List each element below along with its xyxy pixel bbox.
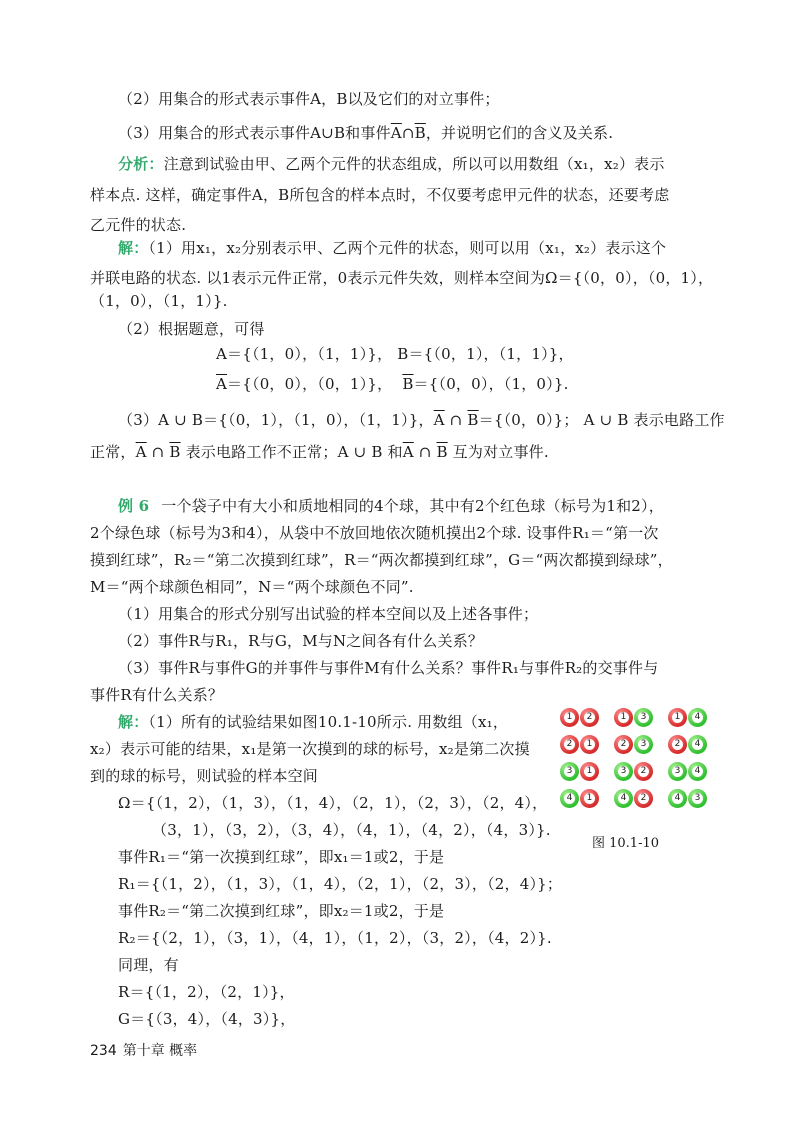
ball-number: 1	[618, 712, 629, 723]
sol5-d: $\overline{B}$	[467, 411, 479, 429]
ball-number: 2	[618, 739, 629, 750]
solution2-line-7: R₁＝{（1，2），（1，3），（1，4），（2，1），（2，3），（2，4）}；	[118, 875, 563, 893]
solution-line-5	[118, 409, 725, 431]
sol6-b: $\overline{A}$	[135, 443, 147, 461]
ball-number: 2	[672, 739, 683, 750]
ball-1	[668, 708, 687, 727]
ball-number: 1	[584, 766, 595, 777]
solution2-line-4: Ω＝{（1，2），（1，3），（1，4），（2，1），（2，3），（2，4），	[118, 794, 548, 812]
ball-number: 2	[638, 766, 649, 777]
ball-2	[560, 735, 579, 754]
solution2-line-6: 事件R₁＝“第一次摸到红球”，即x₁＝1或2，于是	[118, 848, 445, 866]
sol6-h: $\overline{B}$	[436, 443, 448, 461]
ball-2	[614, 735, 633, 754]
solution-line-4: （2）根据题意，可得	[118, 320, 265, 338]
example-6-line-7: （3）事件R与事件G的并事件与事件M有什么关系？事件R₁与事件R₂的交事件与	[118, 659, 659, 677]
solution2-line-5: （3，1），（3，2），（3，4），（4，1），（4，2），（4，3）}.	[152, 821, 551, 839]
q3-text-e: ，并说明它们的含义及关系.	[425, 124, 614, 142]
ball-number: 3	[638, 739, 649, 750]
example-6-line-4: M＝“两个球颜色相同”，N＝“两个球颜色不同”.	[90, 578, 414, 596]
ball-number: 3	[672, 766, 683, 777]
sol6-a: 正常，	[90, 443, 136, 461]
analysis-label: 分析：	[118, 155, 164, 173]
ball-number: 4	[692, 712, 703, 723]
solution2-line-1	[118, 711, 508, 733]
sol6-i: 互为对立事件.	[447, 443, 549, 461]
solution2-line-9: R₂＝{（2，1），（3，1），（4，1），（1，2），（3，2），（4，2）}.	[118, 929, 552, 947]
eq2-c-bar: $\overline{B}$	[402, 375, 414, 393]
ball-3	[688, 789, 707, 808]
sol2-text-1: （1）所有的试验结果如图10.1-10所示. 用数组（x₁，	[148, 713, 509, 731]
ball-number: 4	[692, 739, 703, 750]
ball-3	[634, 708, 653, 727]
solution2-line-2: x₂）表示可能的结果，x₁是第一次摸到的球的标号，x₂是第二次摸	[90, 740, 530, 758]
equation-2	[216, 373, 569, 395]
sol6-c: ∩	[146, 443, 170, 461]
ball-outcome-figure	[560, 708, 710, 828]
example-6-line-5: （1）用集合的形式分别写出试验的样本空间以及上述各事件；	[118, 605, 539, 623]
ball-number: 3	[564, 766, 575, 777]
sol6-g: ∩	[413, 443, 437, 461]
eq2-d: ＝{（0，0），（1，0）}.	[413, 375, 569, 393]
analysis-line-1	[118, 153, 665, 175]
sol5-b: $\overline{A}$	[433, 411, 445, 429]
ball-2	[580, 708, 599, 727]
ball-number: 4	[672, 793, 683, 804]
ball-4	[688, 708, 707, 727]
ball-number: 1	[564, 712, 575, 723]
ball-number: 3	[692, 793, 703, 804]
ball-2	[634, 762, 653, 781]
solution2-line-11: R＝{（1，2），（2，1）}，	[118, 983, 295, 1001]
chapter-title: 第十章 概率	[122, 1043, 198, 1059]
ball-number: 1	[672, 712, 683, 723]
ball-3	[634, 735, 653, 754]
example-6-line-6: （2）事件R与R₁，R与G，M与N之间各有什么关系？	[118, 632, 484, 650]
q3-cap: ∩	[401, 124, 415, 142]
solution-line-1	[118, 237, 666, 259]
sol6-f: $\overline{A}$	[402, 443, 414, 461]
solution-line-6	[90, 441, 549, 463]
q3-a-bar: $\overline{A}$	[390, 124, 402, 142]
example-6-line-2: 2个绿色球（标号为3和4），从袋中不放回地依次随机摸出2个球. 设事件R₁＝“第一次	[90, 524, 659, 542]
ball-number: 2	[564, 739, 575, 750]
ball-number: 4	[692, 766, 703, 777]
ball-number: 4	[564, 793, 575, 804]
sol6-d: $\overline{B}$	[169, 443, 181, 461]
solution2-line-10: 同理，有	[118, 956, 179, 974]
ball-2	[668, 735, 687, 754]
solution-line-3: （1，0），（1，1）}.	[90, 292, 228, 310]
ball-2	[634, 789, 653, 808]
solution2-line-12: G＝{（3，4），（4，3）}，	[118, 1010, 296, 1028]
ball-1	[614, 708, 633, 727]
example-6-label: 例 6	[118, 497, 150, 515]
ball-4	[668, 789, 687, 808]
page-footer	[90, 1040, 197, 1060]
ex6-text-1: 一个袋子中有大小和质地相同的4个球，其中有2个红色球（标号为1和2），	[161, 497, 664, 515]
q3-text-a: （3）用集合的形式表示事件A∪B和事件	[118, 124, 391, 142]
equation-1: A＝{（1，0），（1，1）}， B＝{（0，1），（1，1）}，	[216, 345, 574, 363]
solution2-label: 解：	[118, 713, 149, 731]
ball-3	[560, 762, 579, 781]
ball-number: 1	[584, 739, 595, 750]
question-3	[118, 122, 613, 144]
ball-1	[560, 708, 579, 727]
analysis-line-3: 乙元件的状态.	[90, 216, 187, 234]
ball-4	[614, 789, 633, 808]
figure-caption: 图 10.1-10	[592, 836, 660, 851]
example-6-line-3: 摸到红球”，R₂＝“第二次摸到红球”，R＝“两次都摸到红球”，G＝“两次都摸到绿球”，	[90, 551, 673, 569]
example-6-line-8: 事件R有什么关系？	[90, 686, 224, 704]
solution2-line-8: 事件R₂＝“第二次摸到红球”，即x₂＝1或2，于是	[118, 902, 445, 920]
ball-1	[580, 762, 599, 781]
sol5-a: （3）A ∪ B＝{（0，1），（1，0），（1，1）}，	[118, 411, 434, 429]
ball-number: 2	[584, 712, 595, 723]
ball-number: 1	[584, 793, 595, 804]
ball-4	[688, 735, 707, 754]
ball-number: 3	[638, 712, 649, 723]
ball-4	[688, 762, 707, 781]
eq2-b: ＝{（0，0），（0，1）}，	[227, 375, 393, 393]
sol5-c: ∩	[444, 411, 468, 429]
question-2: （2）用集合的形式表示事件A，B以及它们的对立事件；	[118, 90, 500, 108]
ball-1	[580, 789, 599, 808]
example-6-line-1	[118, 495, 664, 517]
analysis-line-2: 样本点. 这样，确定事件A，B所包含的样本点时，不仅要考虑甲元件的状态，还要考虑	[90, 186, 670, 204]
solution2-line-3: 到的球的标号，则试验的样本空间	[90, 767, 319, 785]
solution-label: 解：	[118, 239, 149, 257]
eq2-a-bar: $\overline{A}$	[216, 375, 228, 393]
analysis-text-1: 注意到试验由甲、乙两个元件的状态组成，所以可以用数组（x₁，x₂）表示	[163, 155, 665, 173]
ball-3	[668, 762, 687, 781]
ball-number: 4	[618, 793, 629, 804]
q3-b-bar: $\overline{B}$	[414, 124, 426, 142]
ball-number: 2	[638, 793, 649, 804]
ball-3	[614, 762, 633, 781]
sol5-e: ＝{（0，0）}； A ∪ B 表示电路工作	[478, 411, 725, 429]
sol6-e: 表示电路工作不正常；A ∪ B 和	[180, 443, 403, 461]
solution-line-2: 并联电路的状态. 以1表示元件正常，0表示元件失效，则样本空间为Ω＝{（0，0），（0，1），	[90, 269, 714, 287]
ball-4	[560, 789, 579, 808]
page-number: 234	[90, 1043, 117, 1059]
ball-1	[580, 735, 599, 754]
solution-text-1: （1）用x₁，x₂分别表示甲、乙两个元件的状态，则可以用（x₁，x₂）表示这个	[148, 239, 667, 257]
ball-number: 3	[618, 766, 629, 777]
